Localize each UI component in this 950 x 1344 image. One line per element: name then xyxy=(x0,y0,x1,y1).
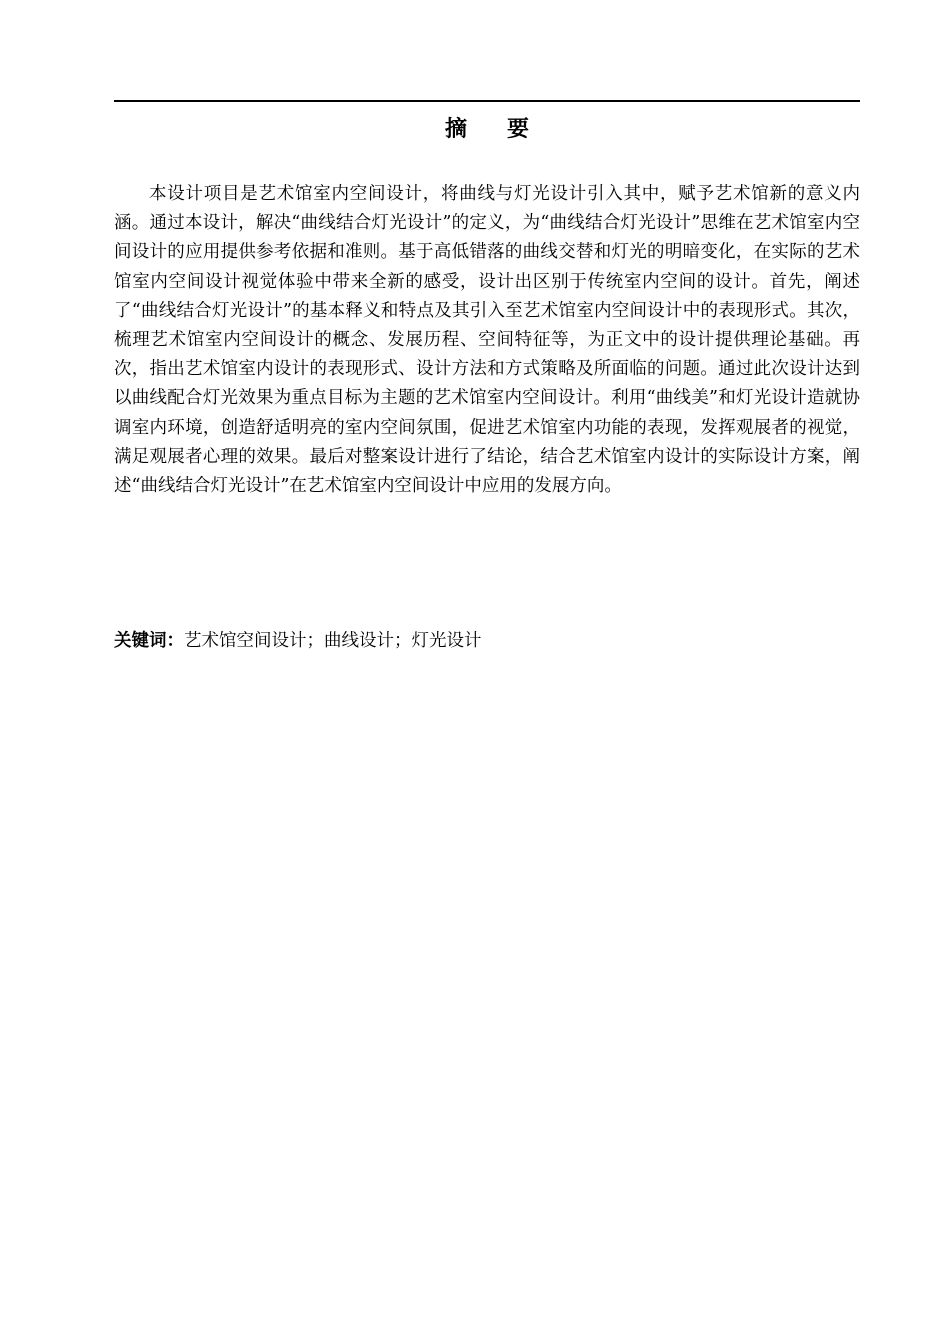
keywords-line xyxy=(114,627,860,656)
abstract-title: 摘要 xyxy=(444,117,569,142)
keywords-value: 艺术馆空间设计；曲线设计；灯光设计 xyxy=(184,631,482,651)
keywords-label: 关键词： xyxy=(114,631,184,651)
abstract-body: 本设计项目是艺术馆室内空间设计，将曲线与灯光设计引入其中，赋予艺术馆新的意义内涵。通过本设计，解决“曲线结合灯光设计”的定义，为“曲线结合灯光设计”思维在艺术馆室内空间设计的应用提供参考依据和准则。基于高低错落的曲线交替和灯光的明暗变化，在实际的艺术馆室内空间设计视觉体验中带来全新的感受，设计出区别于传统室内空间的设计。首先，阐述了“曲线结合灯光设计”的基本释义和特点及其引入至艺术馆室内空间设计中的表现形式。其次，梳理艺术馆室内空间设计的概念、发展历程、空间特征等，为正文中的设计提供理论基础。再次，指出艺术馆室内设计的表现形式、设计方法和方式策略及所面临的问题。通过此次设计达到以曲线配合灯光效果为重点目标为主题的艺术馆室内空间设计。利用“曲线美”和灯光设计造就协调室内环境，创造舒适明亮的室内空间氛围，促进艺术馆室内功能的表现，发挥观展者的视觉，满足观展者心理的效果。最后对整案设计进行了结论，结合艺术馆室内设计的实际设计方案，阐述“曲线结合灯光设计”在艺术馆室内空间设计中应用的发展方向。 xyxy=(114,184,860,497)
header-rule xyxy=(114,100,860,102)
